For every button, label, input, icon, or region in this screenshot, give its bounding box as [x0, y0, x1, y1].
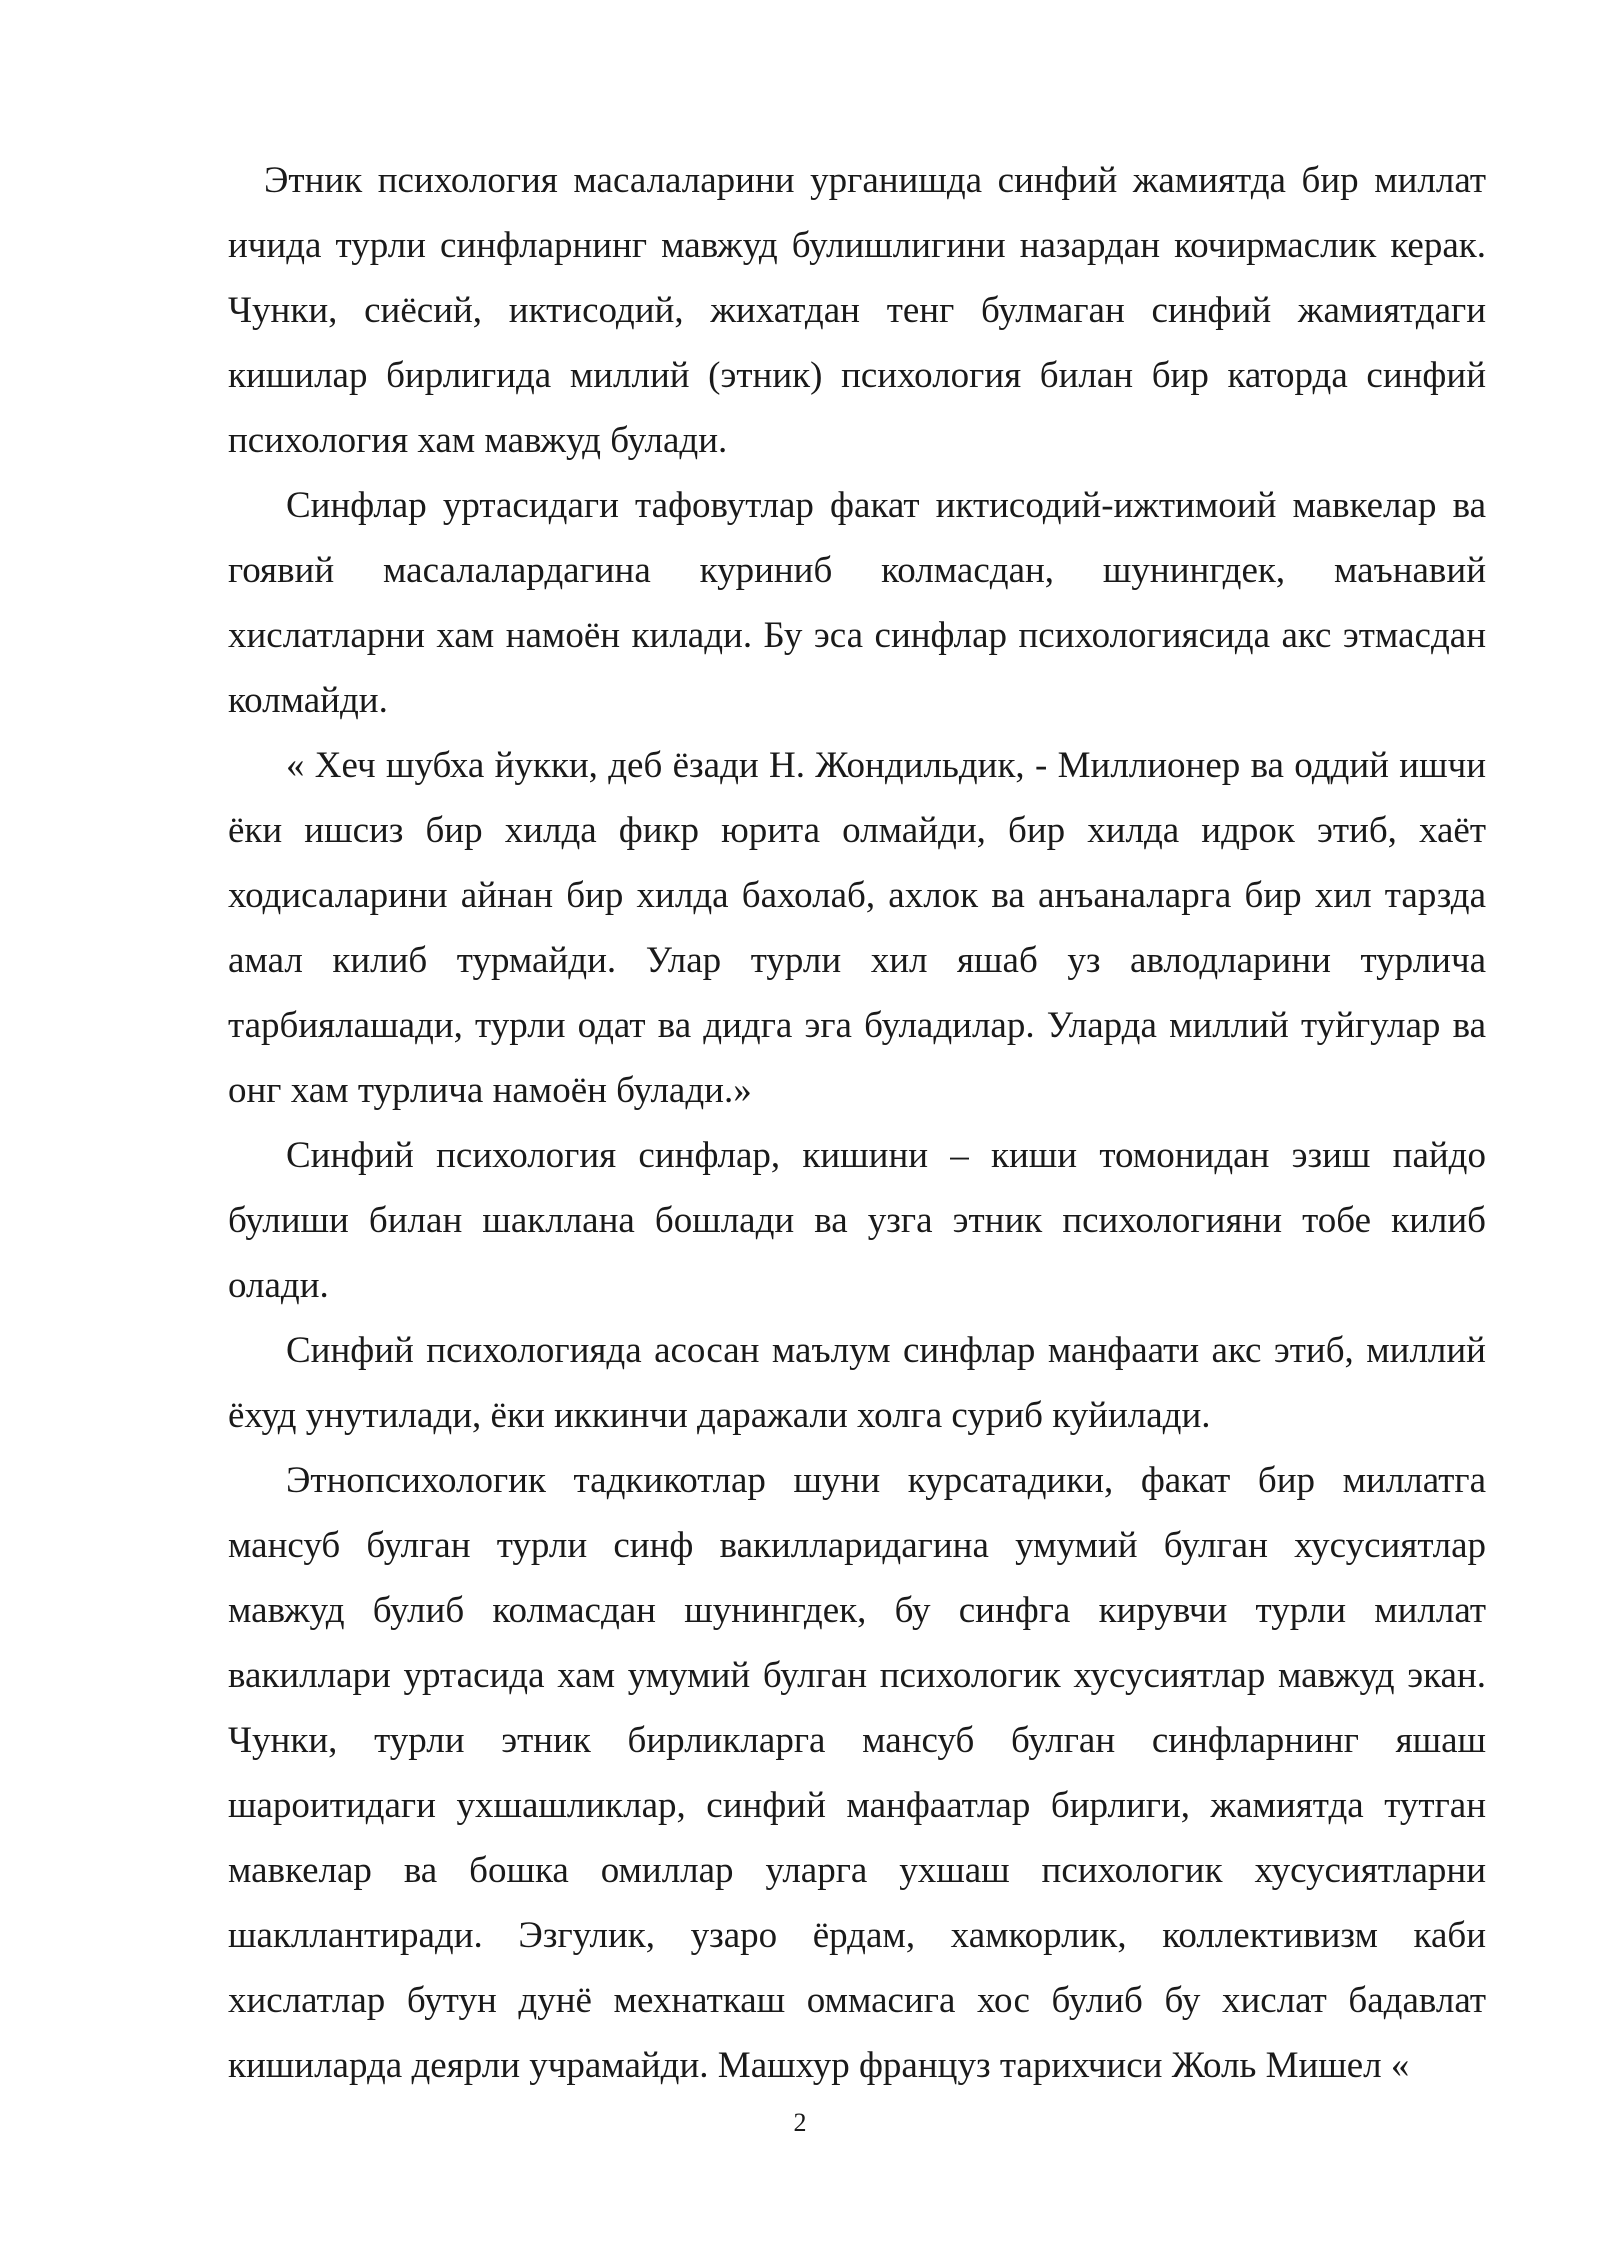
paragraph-6: Этнопсихологик тадкикотлар шуни курсатадики, факат бир миллатга мансуб булган турли синф вакилларидагина умумий булган хусусиятлар мавжуд булиб колмасдан шунингдек, бу синфга кирувчи турли миллат вакиллари уртасида хам умумий булган психологик хусусиятлар мавжуд экан. Чунки, турли этник бирликларга мансуб булган синфларнинг яшаш шароитидаги ухшашликлар, синфий манфаатлар бирлиги, жамиятда тутган мавкелар ва бошка омиллар уларга ухшаш психологик хусусиятларни шакллантиради. Эзгулик, узаро ёрдам, хамкорлик, коллективизм каби хислатлар бутун дунё мехнаткаш оммасига хос булиб бу хислат бадавлат кишиларда деярли учрамайди. Машхур француз тарихчиси Жоль Мишел « — [228, 1460, 1486, 2086]
paragraph-5: Синфий психологияда асосан маълум синфлар манфаати акс этиб, миллий ёхуд унутилади, ёки иккинчи даражали холга суриб куйилади. — [228, 1330, 1486, 1436]
body-text — [228, 148, 1486, 2098]
paragraph-2: Синфлар уртасидаги тафовутлар факат иктисодий-ижтимоий мавкелар ва гоявий масалалардагина куриниб колмасдан, шунингдек, маънавий хислатларни хам намоён килади. Бу эса синфлар психологиясида акс этмасдан колмайди. — [228, 485, 1486, 721]
paragraph-3-quote: « Хеч шубха йукки, деб ёзади Н. Жондильдик, - Миллионер ва оддий ишчи ёки ишсиз бир хилда фикр юрита олмайди, бир хилда идрок этиб, хаёт ходисаларини айнан бир хилда бахолаб, ахлок ва анъаналарга бир хил тарзда амал килиб турмайди. Улар турли хил яшаб уз авлодларини турлича тарбиялашади, турли одат ва дидга эга буладилар. Уларда миллий туйгулар ва онг хам турлича намоён булади.» — [228, 745, 1486, 1111]
paragraph-4: Синфий психология синфлар, кишини – киши томонидан эзиш пайдо булиши билан шакллана бошлади ва узга этник психологияни тобе килиб олади. — [228, 1135, 1486, 1306]
page-number: 2 — [793, 2108, 807, 2137]
paragraph-1: Этник психология масалаларини урганишда синфий жамиятда бир миллат ичида турли синфларнинг мавжуд булишлигини назардан кочирмаслик керак. Чунки, сиёсий, иктисодий, жихатдан тенг булмаган синфий жамиятдаги кишилар бирлигида миллий (этник) психология билан бир каторда синфий психология хам мавжуд булади. — [228, 160, 1486, 461]
